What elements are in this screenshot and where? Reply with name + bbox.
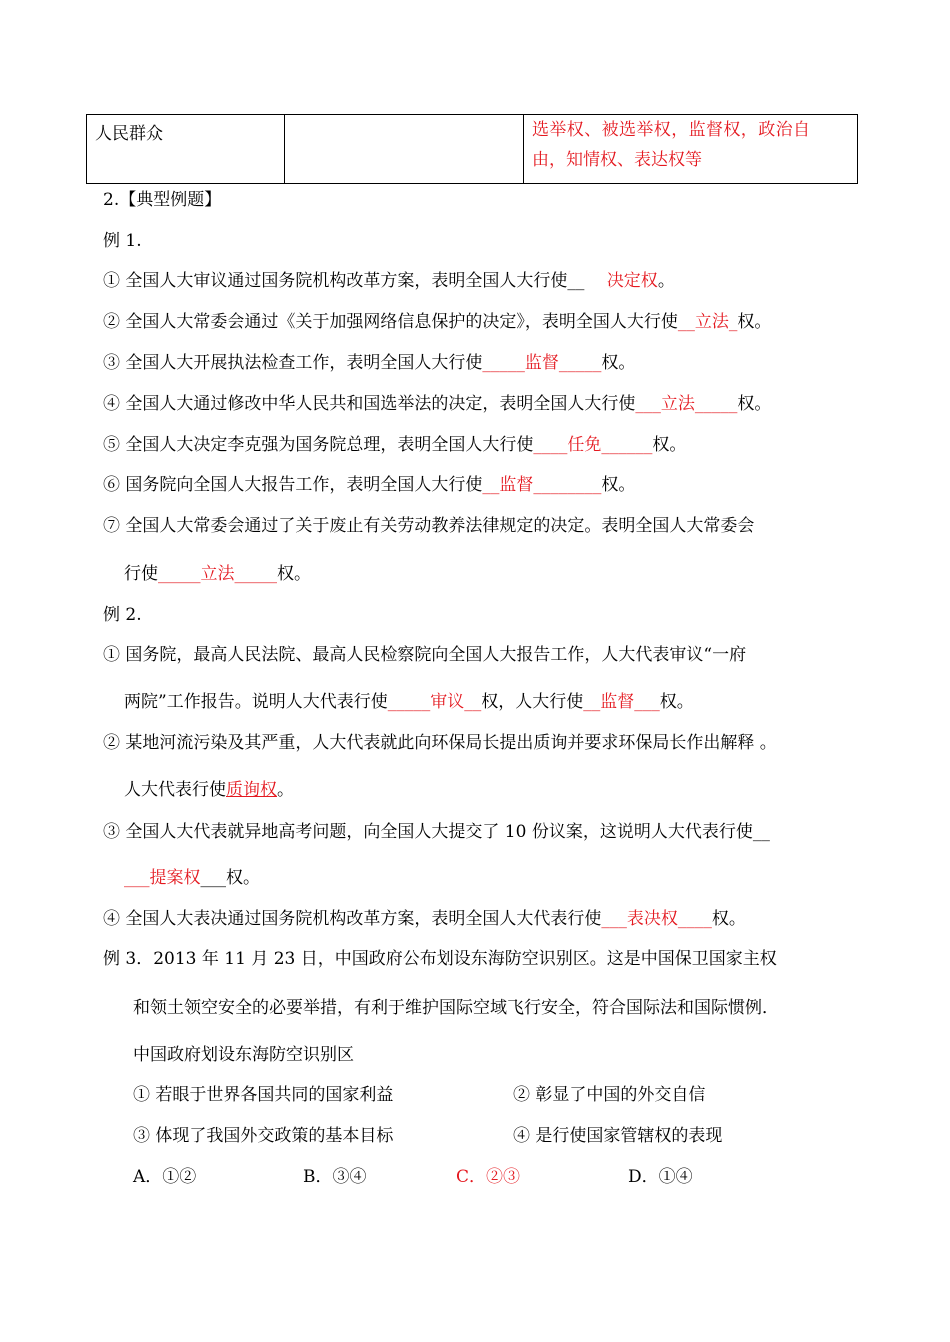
ex1-question-5: ⑤ 全国人大决定李克强为国务院总理，表明全国人大行使____任免______权。 [103, 435, 687, 455]
choice-b: B．③④ [303, 1167, 367, 1187]
ex2-question-1-line-1: ① 国务院，最高人民法院、最高人民检察院向全国人大报告工作，人大代表审议“一府 [103, 645, 747, 665]
statement-4: ④ 是行使国家管辖权的表现 [513, 1126, 723, 1146]
answer: 决定权 [606, 271, 658, 291]
statement-3: ③ 体现了我国外交政策的基本目标 [133, 1126, 394, 1146]
answer: __监督________ [482, 475, 602, 495]
statement-2: ② 彰显了中国的外交自信 [513, 1085, 706, 1105]
ex1-question-1: ① 全国人大审议通过国务院机构改革方案，表明全国人大行使__ 决定权。 [103, 271, 675, 291]
ex2-question-1-line-2: 两院”工作报告。说明人大代表行使_____审议__权，人大行使__监督___权。 [124, 692, 694, 712]
ex1-question-3: ③ 全国人大开展执法检查工作，表明全国人大行使_____监督_____权。 [103, 353, 636, 373]
ex1-question-4: ④ 全国人大通过修改中华人民共和国选举法的决定，表明全国人大行使___立法_____权。 [103, 394, 772, 414]
ex2-question-3-line-1: ③ 全国人大代表就异地高考问题，向全国人大提交了 10 份议案，这说明人大代表行使__ [103, 822, 770, 842]
ex2-question-2-line-2: 人大代表行使质询权。 [124, 780, 294, 800]
answer: ___立法_____ [635, 394, 738, 414]
answer: 质询权 [226, 780, 277, 800]
choice-c-answer: C．②③ [456, 1167, 521, 1187]
answer: _____监督_____ [482, 353, 602, 373]
answer: ___表决权____ [601, 909, 712, 929]
ex2-question-4: ④ 全国人大表决通过国务院机构改革方案，表明全国人大代表行使___表决权____权。 [103, 909, 746, 929]
example-1-label: 例 1. [103, 231, 142, 251]
ex2-question-2-line-1: ② 某地河流污染及其严重，人大代表就此向环保局长提出质询并要求环保局长作出解释 。 [103, 733, 777, 753]
answer: _____审议__ [387, 692, 482, 712]
statement-1: ① 若眼于世界各国共同的国家利益 [133, 1085, 394, 1105]
answer: __立法_ [677, 312, 738, 332]
ex3-line-1: 例 3．2013 年 11 月 23 日，中国政府公布划设东海防空识别区。这是中国保卫国家主权 [103, 949, 777, 969]
ex1-question-7-line-1: ⑦ 全国人大常委会通过了关于废止有关劳动教养法律规定的决定。表明全国人大常委会 [103, 516, 755, 536]
answer: ___提案权 [124, 868, 201, 888]
rights-line-2: 由，知情权、表达权等 [532, 150, 702, 170]
choice-a: A．①② [133, 1167, 197, 1187]
rights-line-1: 选举权、被选举权，监督权，政治自 [532, 120, 811, 140]
table-cell-subject: 人民群众 [87, 115, 285, 184]
answer: _____立法_____ [158, 564, 277, 584]
choice-d: D．①④ [628, 1167, 693, 1187]
ex3-line-2: 和领土领空安全的必要举措，有利于维护国际空域飞行安全，符合国际法和国际惯例． [133, 998, 779, 1018]
table-cell-rights [524, 115, 858, 184]
ex1-question-7-line-2: 行使_____立法_____权。 [124, 564, 311, 584]
ex1-question-6: ⑥ 国务院向全国人大报告工作，表明全国人大行使__监督________权。 [103, 475, 636, 495]
answer: __监督___ [583, 692, 660, 712]
ex2-question-3-line-2: ___提案权___权。 [124, 868, 260, 888]
ex3-stem: 中国政府划设东海防空识别区 [133, 1045, 354, 1065]
section-title: 2.【典型例题】 [103, 190, 222, 210]
table-row [87, 115, 858, 184]
rights-table [86, 114, 858, 184]
ex1-question-2: ② 全国人大常委会通过《关于加强网络信息保护的决定》，表明全国人大行使__立法_权。 [103, 312, 772, 332]
table-cell-empty [285, 115, 524, 184]
example-2-label: 例 2. [103, 605, 142, 625]
answer: ____任免______ [533, 435, 653, 455]
